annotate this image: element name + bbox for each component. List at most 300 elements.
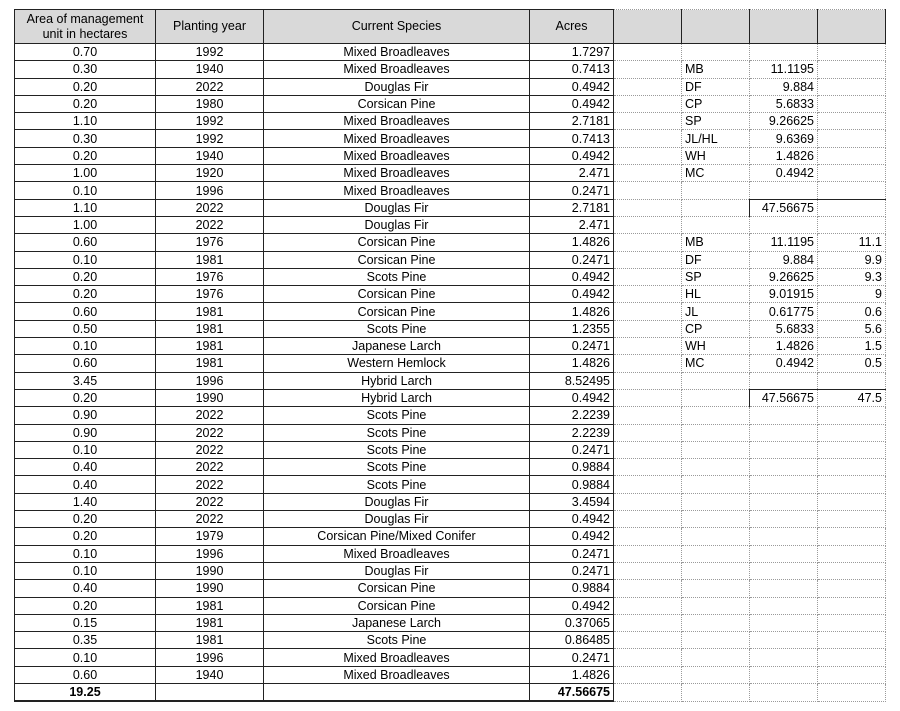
empty-cell[interactable]: [750, 10, 818, 44]
acres-cell[interactable]: 1.4826: [530, 666, 614, 683]
summary-rounded-cell[interactable]: [818, 95, 886, 112]
species-cell[interactable]: Corsican Pine: [264, 597, 530, 614]
area-hectares-cell[interactable]: 0.20: [15, 597, 156, 614]
summary-code-cell[interactable]: [682, 199, 750, 216]
acres-cell[interactable]: 2.471: [530, 216, 614, 233]
species-cell[interactable]: Mixed Broadleaves: [264, 147, 530, 164]
species-cell[interactable]: Scots Pine: [264, 476, 530, 493]
spacer-cell[interactable]: [614, 44, 682, 61]
empty-cell[interactable]: [682, 424, 750, 441]
acres-cell[interactable]: 0.9884: [530, 580, 614, 597]
acres-cell[interactable]: 0.4942: [530, 597, 614, 614]
summary-code-cell[interactable]: MB: [682, 234, 750, 251]
species-cell[interactable]: Mixed Broadleaves: [264, 130, 530, 147]
area-hectares-cell[interactable]: 0.60: [15, 666, 156, 683]
area-hectares-cell[interactable]: 0.10: [15, 545, 156, 562]
empty-cell[interactable]: [614, 683, 682, 701]
summary-code-cell[interactable]: MC: [682, 355, 750, 372]
summary-code-cell[interactable]: MB: [682, 61, 750, 78]
summary-rounded-cell[interactable]: 5.6: [818, 320, 886, 337]
species-cell[interactable]: Douglas Fir: [264, 511, 530, 528]
summary-rounded-cell[interactable]: [818, 199, 886, 216]
acres-cell[interactable]: 0.9884: [530, 459, 614, 476]
acres-cell[interactable]: 0.2471: [530, 441, 614, 458]
summary-rounded-cell[interactable]: 0.6: [818, 303, 886, 320]
species-cell[interactable]: Western Hemlock: [264, 355, 530, 372]
empty-cell[interactable]: [682, 666, 750, 683]
species-cell[interactable]: Mixed Broadleaves: [264, 61, 530, 78]
summary-value-cell[interactable]: 47.56675: [750, 389, 818, 406]
species-cell[interactable]: Douglas Fir: [264, 78, 530, 95]
planting-year-cell[interactable]: 1996: [156, 182, 264, 199]
empty-cell[interactable]: [682, 10, 750, 44]
planting-year-cell[interactable]: 1940: [156, 61, 264, 78]
species-cell[interactable]: Corsican Pine: [264, 286, 530, 303]
empty-cell[interactable]: [750, 545, 818, 562]
empty-cell[interactable]: [750, 597, 818, 614]
planting-year-cell[interactable]: 1990: [156, 389, 264, 406]
area-hectares-cell[interactable]: 0.20: [15, 286, 156, 303]
empty-cell[interactable]: [682, 459, 750, 476]
acres-cell[interactable]: 0.4942: [530, 78, 614, 95]
area-hectares-cell[interactable]: 0.30: [15, 130, 156, 147]
spacer-cell[interactable]: [614, 147, 682, 164]
species-cell[interactable]: Douglas Fir: [264, 562, 530, 579]
species-cell[interactable]: Corsican Pine: [264, 580, 530, 597]
empty-cell[interactable]: [750, 407, 818, 424]
species-cell[interactable]: Corsican Pine: [264, 251, 530, 268]
summary-code-cell[interactable]: WH: [682, 338, 750, 355]
empty-cell[interactable]: [818, 528, 886, 545]
empty-cell[interactable]: [818, 597, 886, 614]
spacer-cell[interactable]: [614, 493, 682, 510]
planting-year-cell[interactable]: 1980: [156, 95, 264, 112]
acres-cell[interactable]: 1.4826: [530, 234, 614, 251]
empty-cell[interactable]: [750, 459, 818, 476]
area-hectares-cell[interactable]: 0.20: [15, 147, 156, 164]
planting-year-cell[interactable]: 2022: [156, 459, 264, 476]
summary-code-cell[interactable]: JL: [682, 303, 750, 320]
area-hectares-cell[interactable]: 0.20: [15, 389, 156, 406]
total-species-cell[interactable]: [264, 683, 530, 701]
planting-year-cell[interactable]: 1996: [156, 372, 264, 389]
summary-value-cell[interactable]: 9.884: [750, 251, 818, 268]
spacer-cell[interactable]: [614, 113, 682, 130]
spacer-cell[interactable]: [614, 562, 682, 579]
empty-cell[interactable]: [682, 562, 750, 579]
empty-cell[interactable]: [682, 493, 750, 510]
species-cell[interactable]: Corsican Pine: [264, 303, 530, 320]
acres-cell[interactable]: 8.52495: [530, 372, 614, 389]
summary-value-cell[interactable]: [750, 182, 818, 199]
empty-cell[interactable]: [682, 632, 750, 649]
planting-year-cell[interactable]: 1976: [156, 268, 264, 285]
empty-cell[interactable]: [750, 649, 818, 666]
spacer-cell[interactable]: [614, 372, 682, 389]
acres-cell[interactable]: 0.4942: [530, 511, 614, 528]
species-cell[interactable]: Hybrid Larch: [264, 389, 530, 406]
empty-cell[interactable]: [682, 614, 750, 631]
summary-rounded-cell[interactable]: 9.3: [818, 268, 886, 285]
summary-rounded-cell[interactable]: [818, 165, 886, 182]
summary-code-cell[interactable]: HL: [682, 286, 750, 303]
acres-cell[interactable]: 0.7413: [530, 61, 614, 78]
acres-cell[interactable]: 0.2471: [530, 545, 614, 562]
spacer-cell[interactable]: [614, 355, 682, 372]
area-hectares-cell[interactable]: 0.10: [15, 251, 156, 268]
acres-cell[interactable]: 2.2239: [530, 407, 614, 424]
species-cell[interactable]: Scots Pine: [264, 407, 530, 424]
area-hectares-cell[interactable]: 1.10: [15, 113, 156, 130]
summary-code-cell[interactable]: CP: [682, 320, 750, 337]
planting-year-cell[interactable]: 1981: [156, 320, 264, 337]
summary-rounded-cell[interactable]: 9: [818, 286, 886, 303]
area-hectares-cell[interactable]: 0.60: [15, 234, 156, 251]
summary-code-cell[interactable]: [682, 372, 750, 389]
summary-value-cell[interactable]: 1.4826: [750, 147, 818, 164]
area-hectares-cell[interactable]: 0.70: [15, 44, 156, 61]
acres-cell[interactable]: 0.2471: [530, 562, 614, 579]
empty-cell[interactable]: [750, 528, 818, 545]
area-hectares-cell[interactable]: 0.40: [15, 476, 156, 493]
species-cell[interactable]: Corsican Pine/Mixed Conifer: [264, 528, 530, 545]
area-hectares-cell[interactable]: 0.15: [15, 614, 156, 631]
empty-cell[interactable]: [818, 614, 886, 631]
empty-cell[interactable]: [750, 476, 818, 493]
species-cell[interactable]: Mixed Broadleaves: [264, 182, 530, 199]
empty-cell[interactable]: [818, 459, 886, 476]
planting-year-cell[interactable]: 1990: [156, 562, 264, 579]
area-hectares-cell[interactable]: 1.40: [15, 493, 156, 510]
summary-rounded-cell[interactable]: [818, 216, 886, 233]
empty-cell[interactable]: [682, 580, 750, 597]
planting-year-cell[interactable]: 1976: [156, 234, 264, 251]
spacer-cell[interactable]: [614, 78, 682, 95]
spacer-cell[interactable]: [614, 216, 682, 233]
empty-cell[interactable]: [750, 614, 818, 631]
summary-value-cell[interactable]: 9.884: [750, 78, 818, 95]
species-cell[interactable]: Scots Pine: [264, 632, 530, 649]
acres-cell[interactable]: 1.2355: [530, 320, 614, 337]
empty-cell[interactable]: [818, 545, 886, 562]
area-hectares-cell[interactable]: 0.10: [15, 338, 156, 355]
acres-cell[interactable]: 0.86485: [530, 632, 614, 649]
summary-rounded-cell[interactable]: [818, 182, 886, 199]
planting-year-cell[interactable]: 2022: [156, 78, 264, 95]
planting-year-cell[interactable]: 1981: [156, 355, 264, 372]
acres-cell[interactable]: 2.7181: [530, 113, 614, 130]
area-hectares-cell[interactable]: 0.10: [15, 182, 156, 199]
empty-cell[interactable]: [818, 424, 886, 441]
planting-year-cell[interactable]: 2022: [156, 407, 264, 424]
species-cell[interactable]: Corsican Pine: [264, 95, 530, 112]
spacer-cell[interactable]: [614, 268, 682, 285]
total-acres-cell[interactable]: 47.56675: [530, 683, 614, 701]
summary-value-cell[interactable]: [750, 44, 818, 61]
summary-rounded-cell[interactable]: 11.1: [818, 234, 886, 251]
planting-year-cell[interactable]: 1992: [156, 113, 264, 130]
species-cell[interactable]: Mixed Broadleaves: [264, 44, 530, 61]
empty-cell[interactable]: [750, 493, 818, 510]
spacer-cell[interactable]: [614, 199, 682, 216]
summary-rounded-cell[interactable]: [818, 130, 886, 147]
area-hectares-cell[interactable]: 3.45: [15, 372, 156, 389]
spacer-cell[interactable]: [614, 597, 682, 614]
species-cell[interactable]: Scots Pine: [264, 459, 530, 476]
species-cell[interactable]: Douglas Fir: [264, 493, 530, 510]
planting-year-cell[interactable]: 2022: [156, 216, 264, 233]
acres-cell[interactable]: 0.4942: [530, 528, 614, 545]
spacer-cell[interactable]: [614, 545, 682, 562]
spacer-cell[interactable]: [614, 476, 682, 493]
summary-code-cell[interactable]: [682, 44, 750, 61]
empty-cell[interactable]: [750, 632, 818, 649]
summary-value-cell[interactable]: 47.56675: [750, 199, 818, 216]
planting-year-cell[interactable]: 1992: [156, 44, 264, 61]
planting-year-cell[interactable]: 2022: [156, 199, 264, 216]
area-hectares-cell[interactable]: 0.90: [15, 407, 156, 424]
summary-rounded-cell[interactable]: 47.5: [818, 389, 886, 406]
spacer-cell[interactable]: [614, 286, 682, 303]
species-cell[interactable]: Japanese Larch: [264, 338, 530, 355]
planting-year-cell[interactable]: 1979: [156, 528, 264, 545]
summary-value-cell[interactable]: 9.26625: [750, 268, 818, 285]
spacer-cell[interactable]: [614, 459, 682, 476]
summary-code-cell[interactable]: CP: [682, 95, 750, 112]
summary-rounded-cell[interactable]: [818, 61, 886, 78]
empty-cell[interactable]: [818, 683, 886, 701]
summary-value-cell[interactable]: 5.6833: [750, 95, 818, 112]
area-hectares-cell[interactable]: 1.00: [15, 216, 156, 233]
spacer-cell[interactable]: [614, 182, 682, 199]
acres-cell[interactable]: 1.4826: [530, 303, 614, 320]
planting-year-cell[interactable]: 1976: [156, 286, 264, 303]
area-hectares-cell[interactable]: 1.00: [15, 165, 156, 182]
empty-cell[interactable]: [682, 407, 750, 424]
acres-cell[interactable]: 0.4942: [530, 389, 614, 406]
species-cell[interactable]: Mixed Broadleaves: [264, 666, 530, 683]
planting-year-cell[interactable]: 2022: [156, 424, 264, 441]
empty-cell[interactable]: [818, 632, 886, 649]
area-hectares-cell[interactable]: 0.60: [15, 303, 156, 320]
planting-year-cell[interactable]: 1992: [156, 130, 264, 147]
acres-cell[interactable]: 0.2471: [530, 338, 614, 355]
empty-cell[interactable]: [818, 493, 886, 510]
empty-cell[interactable]: [682, 441, 750, 458]
acres-cell[interactable]: 1.4826: [530, 355, 614, 372]
acres-cell[interactable]: 0.4942: [530, 268, 614, 285]
empty-cell[interactable]: [682, 528, 750, 545]
planting-year-cell[interactable]: 1981: [156, 632, 264, 649]
planting-year-cell[interactable]: 1940: [156, 666, 264, 683]
planting-year-cell[interactable]: 1996: [156, 649, 264, 666]
empty-cell[interactable]: [818, 511, 886, 528]
spacer-cell[interactable]: [614, 666, 682, 683]
summary-value-cell[interactable]: [750, 216, 818, 233]
empty-cell[interactable]: [818, 562, 886, 579]
acres-cell[interactable]: 2.2239: [530, 424, 614, 441]
species-cell[interactable]: Douglas Fir: [264, 199, 530, 216]
summary-value-cell[interactable]: 0.4942: [750, 165, 818, 182]
spacer-cell[interactable]: [614, 649, 682, 666]
area-hectares-cell[interactable]: 0.30: [15, 61, 156, 78]
empty-cell[interactable]: [682, 545, 750, 562]
area-hectares-cell[interactable]: 0.10: [15, 649, 156, 666]
area-hectares-cell[interactable]: 0.10: [15, 562, 156, 579]
planting-year-cell[interactable]: 1981: [156, 614, 264, 631]
summary-value-cell[interactable]: 9.6369: [750, 130, 818, 147]
species-cell[interactable]: Mixed Broadleaves: [264, 165, 530, 182]
spacer-cell[interactable]: [614, 165, 682, 182]
summary-value-cell[interactable]: 1.4826: [750, 338, 818, 355]
summary-value-cell[interactable]: 5.6833: [750, 320, 818, 337]
summary-code-cell[interactable]: [682, 389, 750, 406]
empty-cell[interactable]: [682, 476, 750, 493]
planting-year-cell[interactable]: 2022: [156, 441, 264, 458]
planting-year-cell[interactable]: 1981: [156, 338, 264, 355]
species-cell[interactable]: Scots Pine: [264, 441, 530, 458]
summary-rounded-cell[interactable]: [818, 44, 886, 61]
spacer-cell[interactable]: [614, 528, 682, 545]
area-hectares-cell[interactable]: 0.20: [15, 528, 156, 545]
summary-value-cell[interactable]: [750, 372, 818, 389]
summary-value-cell[interactable]: 9.26625: [750, 113, 818, 130]
planting-year-cell[interactable]: 2022: [156, 511, 264, 528]
acres-cell[interactable]: 0.2471: [530, 649, 614, 666]
species-cell[interactable]: Mixed Broadleaves: [264, 649, 530, 666]
area-hectares-cell[interactable]: 0.40: [15, 459, 156, 476]
spacer-cell[interactable]: [614, 511, 682, 528]
spacer-cell[interactable]: [614, 580, 682, 597]
acres-cell[interactable]: 2.7181: [530, 199, 614, 216]
species-cell[interactable]: Douglas Fir: [264, 216, 530, 233]
spacer-cell[interactable]: [614, 632, 682, 649]
empty-cell[interactable]: [818, 666, 886, 683]
area-hectares-cell[interactable]: 0.90: [15, 424, 156, 441]
spacer-cell[interactable]: [614, 407, 682, 424]
empty-cell[interactable]: [818, 649, 886, 666]
spacer-cell[interactable]: [614, 614, 682, 631]
planting-year-cell[interactable]: 1920: [156, 165, 264, 182]
summary-rounded-cell[interactable]: [818, 372, 886, 389]
spacer-cell[interactable]: [614, 95, 682, 112]
total-area-cell[interactable]: 19.25: [15, 683, 156, 701]
empty-cell[interactable]: [818, 580, 886, 597]
summary-code-cell[interactable]: JL/HL: [682, 130, 750, 147]
empty-cell[interactable]: [682, 683, 750, 701]
spacer-cell[interactable]: [614, 130, 682, 147]
spacer-cell[interactable]: [614, 338, 682, 355]
spacer-cell[interactable]: [614, 441, 682, 458]
acres-cell[interactable]: 0.37065: [530, 614, 614, 631]
empty-cell[interactable]: [818, 441, 886, 458]
species-cell[interactable]: Scots Pine: [264, 424, 530, 441]
summary-code-cell[interactable]: MC: [682, 165, 750, 182]
acres-cell[interactable]: 3.4594: [530, 493, 614, 510]
summary-rounded-cell[interactable]: 0.5: [818, 355, 886, 372]
area-hectares-cell[interactable]: 0.20: [15, 78, 156, 95]
acres-cell[interactable]: 0.4942: [530, 286, 614, 303]
area-hectares-cell[interactable]: 0.40: [15, 580, 156, 597]
summary-rounded-cell[interactable]: [818, 147, 886, 164]
species-cell[interactable]: Mixed Broadleaves: [264, 113, 530, 130]
spacer-cell[interactable]: [614, 303, 682, 320]
spacer-cell[interactable]: [614, 251, 682, 268]
empty-cell[interactable]: [818, 407, 886, 424]
spacer-cell[interactable]: [614, 389, 682, 406]
summary-rounded-cell[interactable]: [818, 78, 886, 95]
area-hectares-cell[interactable]: 0.20: [15, 95, 156, 112]
acres-cell[interactable]: 1.7297: [530, 44, 614, 61]
summary-rounded-cell[interactable]: [818, 113, 886, 130]
area-hectares-cell[interactable]: 0.60: [15, 355, 156, 372]
spacer-cell[interactable]: [614, 424, 682, 441]
summary-value-cell[interactable]: 0.4942: [750, 355, 818, 372]
summary-value-cell[interactable]: 0.61775: [750, 303, 818, 320]
empty-cell[interactable]: [818, 10, 886, 44]
empty-cell[interactable]: [682, 649, 750, 666]
summary-value-cell[interactable]: 11.1195: [750, 234, 818, 251]
summary-code-cell[interactable]: DF: [682, 78, 750, 95]
summary-rounded-cell[interactable]: 1.5: [818, 338, 886, 355]
area-hectares-cell[interactable]: 0.20: [15, 511, 156, 528]
area-hectares-cell[interactable]: 1.10: [15, 199, 156, 216]
summary-rounded-cell[interactable]: 9.9: [818, 251, 886, 268]
species-cell[interactable]: Mixed Broadleaves: [264, 545, 530, 562]
planting-year-cell[interactable]: 1981: [156, 251, 264, 268]
acres-cell[interactable]: 0.9884: [530, 476, 614, 493]
spacer-cell[interactable]: [614, 234, 682, 251]
empty-cell[interactable]: [750, 683, 818, 701]
empty-cell[interactable]: [750, 511, 818, 528]
empty-cell[interactable]: [682, 511, 750, 528]
summary-code-cell[interactable]: [682, 182, 750, 199]
empty-cell[interactable]: [818, 476, 886, 493]
empty-cell[interactable]: [750, 441, 818, 458]
species-cell[interactable]: Scots Pine: [264, 268, 530, 285]
area-hectares-cell[interactable]: 0.10: [15, 441, 156, 458]
species-cell[interactable]: Japanese Larch: [264, 614, 530, 631]
summary-code-cell[interactable]: [682, 216, 750, 233]
spacer-cell[interactable]: [614, 320, 682, 337]
empty-cell[interactable]: [750, 666, 818, 683]
acres-cell[interactable]: 0.4942: [530, 95, 614, 112]
planting-year-cell[interactable]: 1940: [156, 147, 264, 164]
species-cell[interactable]: Scots Pine: [264, 320, 530, 337]
summary-code-cell[interactable]: SP: [682, 113, 750, 130]
planting-year-cell[interactable]: 1981: [156, 303, 264, 320]
species-cell[interactable]: Hybrid Larch: [264, 372, 530, 389]
empty-cell[interactable]: [750, 424, 818, 441]
summary-code-cell[interactable]: DF: [682, 251, 750, 268]
empty-cell[interactable]: [750, 562, 818, 579]
area-hectares-cell[interactable]: 0.35: [15, 632, 156, 649]
empty-cell[interactable]: [750, 580, 818, 597]
summary-code-cell[interactable]: WH: [682, 147, 750, 164]
planting-year-cell[interactable]: 1996: [156, 545, 264, 562]
acres-cell[interactable]: 0.2471: [530, 251, 614, 268]
acres-cell[interactable]: 2.471: [530, 165, 614, 182]
total-year-cell[interactable]: [156, 683, 264, 701]
planting-year-cell[interactable]: 2022: [156, 476, 264, 493]
area-hectares-cell[interactable]: 0.50: [15, 320, 156, 337]
summary-code-cell[interactable]: SP: [682, 268, 750, 285]
acres-cell[interactable]: 0.7413: [530, 130, 614, 147]
planting-year-cell[interactable]: 1990: [156, 580, 264, 597]
area-hectares-cell[interactable]: 0.20: [15, 268, 156, 285]
summary-value-cell[interactable]: 11.1195: [750, 61, 818, 78]
planting-year-cell[interactable]: 2022: [156, 493, 264, 510]
